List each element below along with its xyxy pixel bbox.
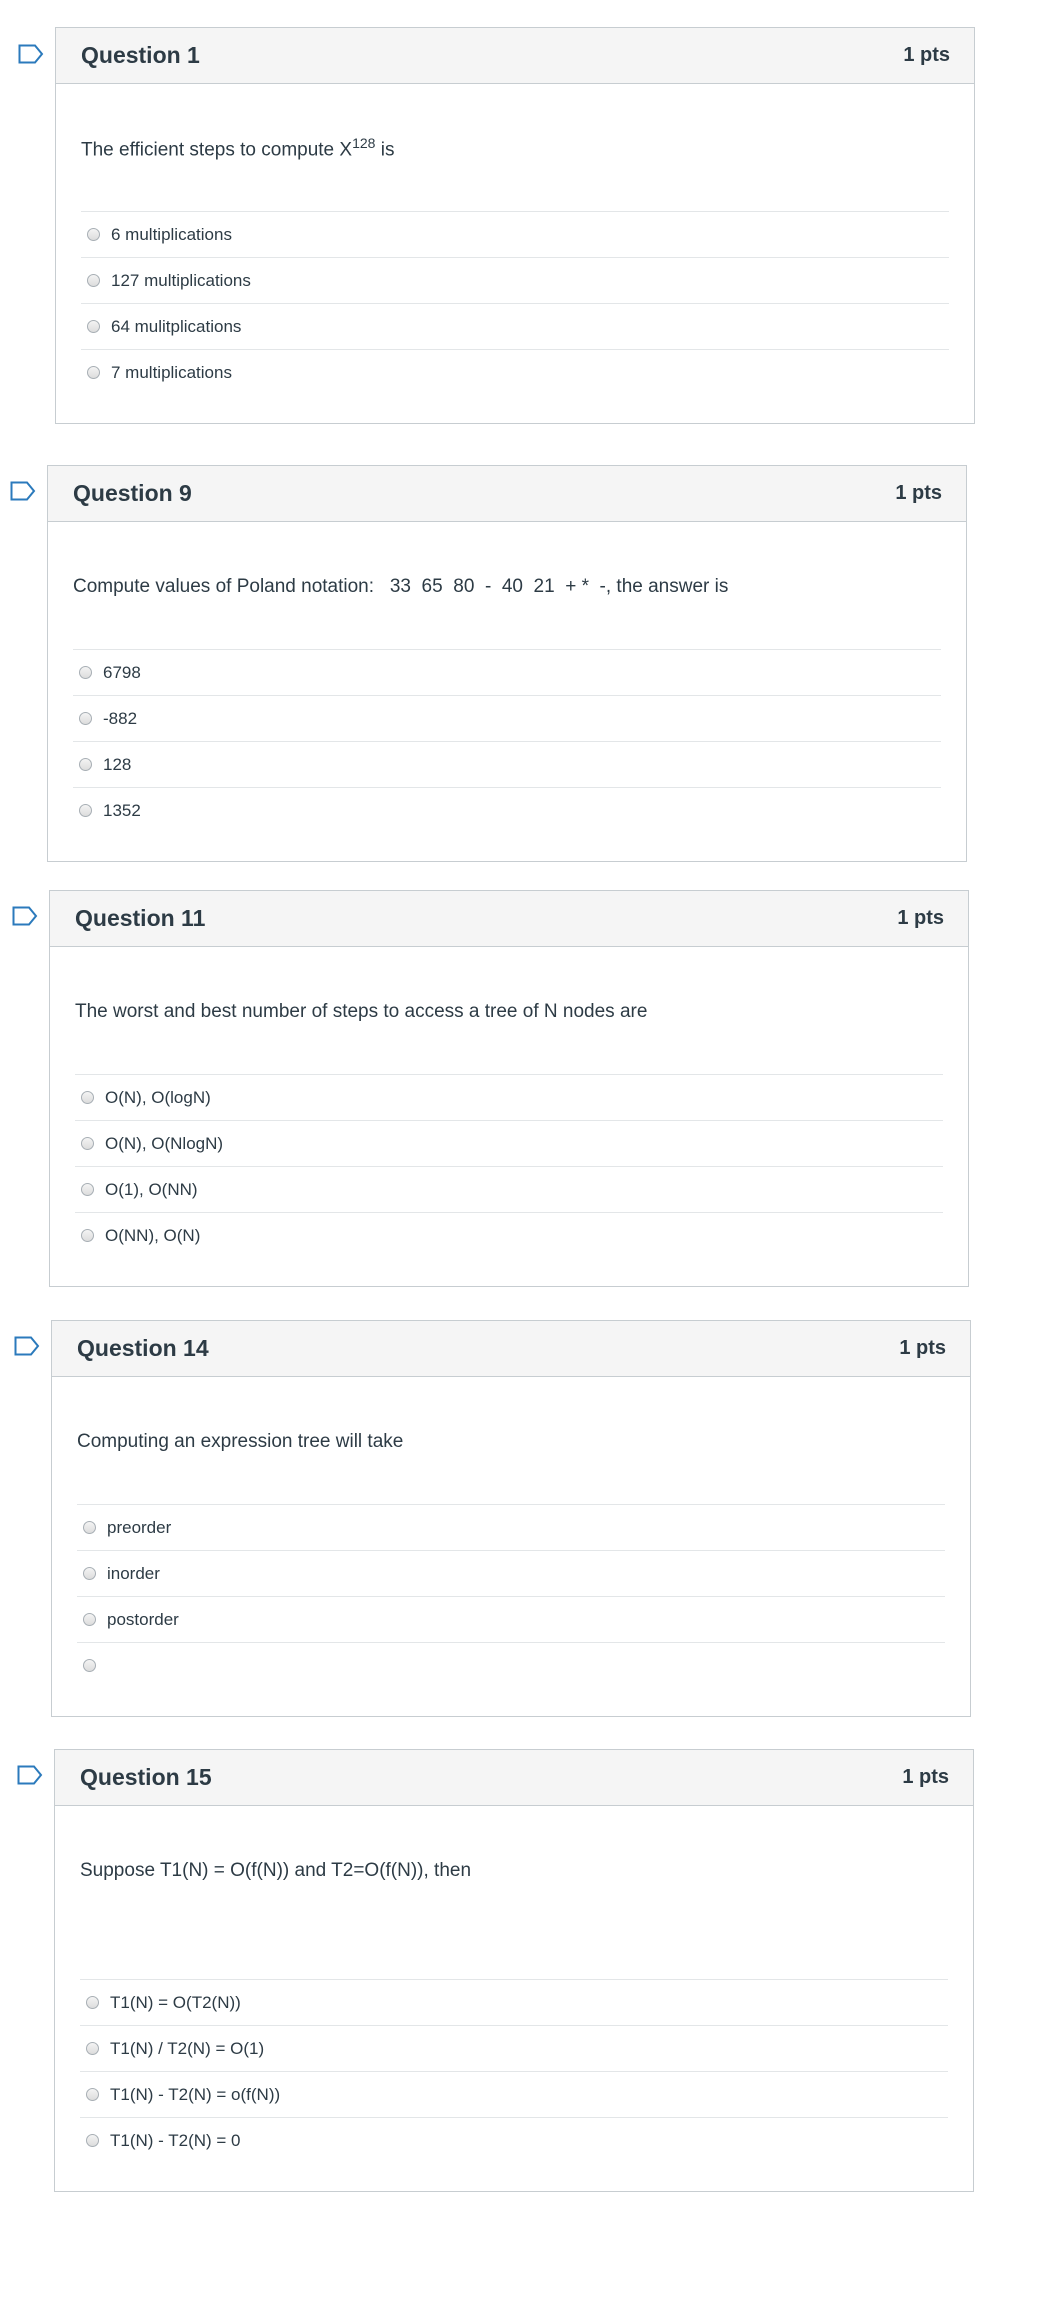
- radio-button[interactable]: [86, 2088, 99, 2101]
- answer-option[interactable]: [80, 2025, 948, 2071]
- question-header: [50, 891, 968, 947]
- answer-label: O(N), O(logN): [105, 1087, 211, 1107]
- radio-button[interactable]: [83, 1567, 96, 1580]
- question-text: The worst and best number of steps to access a tree of N nodes are: [75, 1001, 648, 1022]
- answer-option[interactable]: [73, 695, 941, 741]
- answer-option[interactable]: [75, 1212, 943, 1258]
- answer-label: O(NN), O(N): [105, 1225, 201, 1245]
- radio-button[interactable]: [86, 2042, 99, 2055]
- answer-option[interactable]: [80, 1979, 948, 2025]
- answer-option[interactable]: [81, 303, 949, 349]
- answer-label: 6798: [103, 662, 141, 682]
- answer-option[interactable]: [77, 1596, 945, 1642]
- radio-button[interactable]: [81, 1137, 94, 1150]
- answer-list: [73, 649, 941, 833]
- answer-label: 6 multiplications: [111, 224, 232, 244]
- flag-question-icon[interactable]: [10, 481, 36, 501]
- answer-option[interactable]: [75, 1166, 943, 1212]
- answer-label: 7 multiplications: [111, 362, 232, 382]
- question-title: Question 14: [77, 1335, 209, 1361]
- answer-label: T1(N) / T2(N) = O(1): [110, 2038, 265, 2058]
- radio-button[interactable]: [87, 320, 100, 333]
- question-points: 1 pts: [897, 907, 944, 929]
- radio-button[interactable]: [87, 366, 100, 379]
- question-card: [49, 890, 969, 1287]
- question-text: Compute values of Poland notation: 33 65 80 - 40 21 + * -, the answer is: [73, 576, 729, 597]
- question-title: Question 1: [81, 42, 200, 68]
- answer-option[interactable]: [77, 1642, 945, 1688]
- answer-label: -882: [103, 708, 138, 728]
- question-points: 1 pts: [902, 1766, 949, 1788]
- answer-label: 1352: [103, 800, 141, 820]
- radio-button[interactable]: [81, 1229, 94, 1242]
- answer-option[interactable]: [73, 741, 941, 787]
- answer-option[interactable]: [75, 1120, 943, 1166]
- answer-option[interactable]: [75, 1074, 943, 1120]
- radio-button[interactable]: [83, 1659, 96, 1672]
- flag-question-icon[interactable]: [17, 1765, 43, 1785]
- question-title: Question 15: [80, 1764, 212, 1790]
- answer-label: T1(N) - T2(N) = 0: [110, 2130, 241, 2150]
- answer-label: 128: [103, 754, 132, 774]
- question-title: Question 9: [73, 480, 192, 506]
- answer-list: [77, 1504, 945, 1688]
- flag-question-icon[interactable]: [18, 44, 44, 64]
- question-text: The efficient steps to compute $X^{128}$ is: [81, 135, 395, 161]
- answer-option[interactable]: [81, 257, 949, 303]
- flag-question-icon[interactable]: [12, 906, 38, 926]
- question-header: [55, 1750, 973, 1806]
- radio-button[interactable]: [83, 1613, 96, 1626]
- question-card: [47, 465, 967, 862]
- question-points: 1 pts: [903, 44, 950, 66]
- radio-button[interactable]: [81, 1091, 94, 1104]
- question-card: [54, 1749, 974, 2192]
- radio-button[interactable]: [79, 804, 92, 817]
- answer-label: T1(N) - T2(N) = o(f(N)): [110, 2084, 281, 2104]
- radio-button[interactable]: [81, 1183, 94, 1196]
- question-text: Computing an expression tree will take: [77, 1431, 404, 1452]
- radio-button[interactable]: [87, 228, 100, 241]
- question-text: Suppose T1(N) = O(f(N)) and T2=O(f(N)), then: [80, 1860, 472, 1881]
- answer-option[interactable]: [73, 649, 941, 695]
- answer-label: O(1), O(NN): [105, 1179, 198, 1199]
- question-card: [55, 27, 975, 424]
- answer-list: [80, 1979, 948, 2163]
- exponent: 128: [352, 135, 376, 151]
- radio-button[interactable]: [86, 2134, 99, 2147]
- answer-label: 64 mulitplications: [111, 316, 242, 336]
- radio-button[interactable]: [79, 758, 92, 771]
- answer-option[interactable]: [77, 1550, 945, 1596]
- radio-button[interactable]: [79, 712, 92, 725]
- radio-button[interactable]: [86, 1996, 99, 2009]
- answer-option[interactable]: [80, 2117, 948, 2163]
- radio-button[interactable]: [79, 666, 92, 679]
- answer-label: O(N), O(NlogN): [105, 1133, 224, 1153]
- question-header: [56, 28, 974, 84]
- answer-label: T1(N) = O(T2(N)): [110, 1992, 241, 2012]
- answer-label: postorder: [107, 1609, 179, 1629]
- question-title: Question 11: [75, 905, 206, 931]
- question-card: [51, 1320, 971, 1717]
- answer-option[interactable]: [81, 349, 949, 395]
- answer-label: preorder: [107, 1517, 172, 1537]
- answer-option[interactable]: [77, 1504, 945, 1550]
- answer-label: inorder: [107, 1563, 160, 1583]
- radio-button[interactable]: [83, 1521, 96, 1534]
- question-header: [48, 466, 966, 522]
- answer-option[interactable]: [81, 211, 949, 257]
- question-points: 1 pts: [895, 482, 942, 504]
- answer-label: 127 multiplications: [111, 270, 251, 290]
- question-header: [52, 1321, 970, 1377]
- answer-list: [75, 1074, 943, 1258]
- answer-list: [81, 211, 949, 395]
- answer-option[interactable]: [73, 787, 941, 833]
- question-points: 1 pts: [899, 1337, 946, 1359]
- answer-option[interactable]: [80, 2071, 948, 2117]
- radio-button[interactable]: [87, 274, 100, 287]
- flag-question-icon[interactable]: [14, 1336, 40, 1356]
